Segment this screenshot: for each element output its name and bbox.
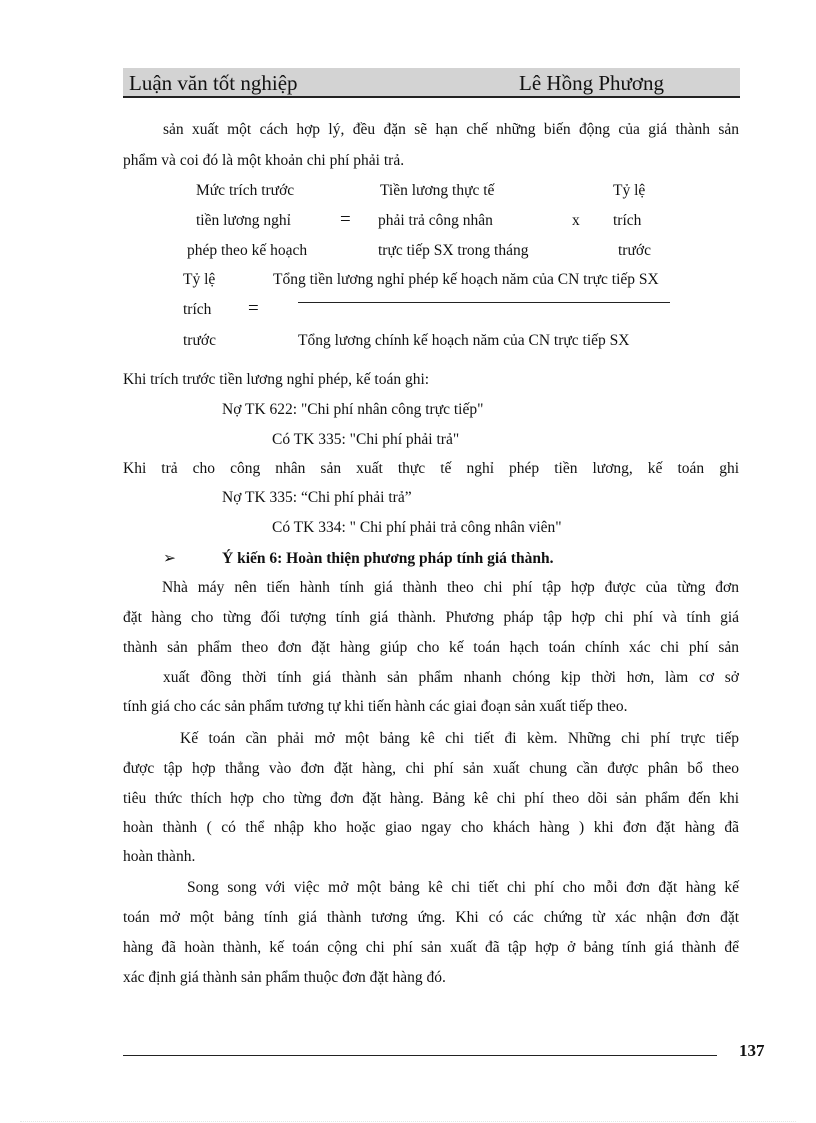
formula1-mid-1: Tiền lương thực tế (380, 182, 495, 199)
para1-line-5: tính giá cho các sản phẩm tương tự khi tiến hành các giai đoạn sản xuất tiếp theo. (123, 698, 628, 715)
formula1-rhs-1: Tỷ lệ (613, 182, 646, 199)
entry-intro-2: Khi trả cho công nhân sản xuất thực tế nghỉ phép tiền lương, kế toán ghi (123, 460, 739, 477)
page-number: 137 (739, 1041, 765, 1060)
bullet-arrow-icon: ➢ (163, 550, 176, 567)
formula1-times: x (572, 212, 580, 229)
formula1-lhs-2: tiền lương nghỉ (196, 212, 291, 229)
entry-credit-2: Có TK 334: " Chi phí phải trả công nhân viên" (272, 519, 562, 536)
para2-line-4: hoàn thành ( có thể nhập kho hoặc giao ngay cho khách hàng ) khi đơn đặt hàng đã (123, 819, 739, 836)
para1-line-3: thành sản phẩm theo đơn đặt hàng giúp cho kế toán hạch toán chính xác chi phí sản (123, 639, 739, 656)
formula2-lhs-2: trích (183, 301, 212, 318)
para2-line-1: Kế toán cần phải mở một bảng kê chi tiết đi kèm. Những chi phí trực tiếp (180, 730, 739, 747)
para1-line-2: đặt hàng cho từng đối tượng tính giá thành. Phương pháp tập hợp chi phí và tính giá (123, 609, 739, 626)
para3-line-3: hàng đã hoàn thành, kế toán cộng chi phí sản xuất đã tập hợp ở bảng tính giá thành để (123, 939, 739, 956)
formula2-lhs-3: trước (183, 332, 216, 349)
entry-intro-1: Khi trích trước tiền lương nghỉ phép, kế toán ghi: (123, 371, 430, 388)
formula1-lhs-3: phép theo kế hoạch (187, 242, 308, 259)
formula1-lhs-1: Mức trích trước (196, 182, 295, 199)
section-heading: Ý kiến 6: Hoàn thiện phương pháp tính giá thành. (222, 550, 554, 567)
entry-credit-1: Có TK 335: "Chi phí phải trả" (272, 431, 460, 448)
entry-debit-2: Nợ TK 335: “Chi phí phải trả” (222, 489, 412, 506)
para3-line-4: xác định giá thành sản phẩm thuộc đơn đặt hàng đó. (123, 969, 446, 986)
formula2-lhs-1: Tỷ lệ (183, 271, 216, 288)
formula1-rhs-2: trích (613, 212, 642, 229)
formula2-equals: = (248, 298, 259, 319)
formula1-mid-2: phải trả công nhân (378, 212, 493, 229)
para1-line-1: Nhà máy nên tiến hành tính giá thành theo chi phí tập hợp được của từng đơn (162, 579, 739, 596)
entry-debit-1: Nợ TK 622: "Chi phí nhân công trực tiếp" (222, 401, 484, 418)
formula1-mid-3: trực tiếp SX trong tháng (378, 242, 529, 259)
para1-line-4: xuất đồng thời tính giá thành sản phẩm nhanh chóng kịp thời hơn, làm cơ sở (163, 669, 739, 686)
formula1-equals: = (340, 209, 351, 230)
formula2-numerator: Tổng tiền lương nghỉ phép kế hoạch năm của CN trực tiếp SX (273, 271, 659, 288)
formula1-rhs-3: trước (618, 242, 651, 259)
para2-line-5: hoàn thành. (123, 848, 196, 865)
para3-line-2: toán mở một bảng tính giá thành tương ứng. Khi có các chứng từ xác nhận đơn đặt (123, 909, 739, 926)
intro-line-2: phẩm và coi đó là một khoản chi phí phải trả. (123, 152, 405, 169)
para2-line-2: được tập hợp thẳng vào đơn đặt hàng, chi phí sản xuất chung cần được phân bổ theo (123, 760, 739, 777)
header-title: Luận văn tốt nghiệp (129, 71, 298, 95)
bottom-divider (20, 1121, 796, 1122)
footer-rule (123, 1055, 717, 1056)
formula2-denominator: Tổng lương chính kế hoạch năm của CN trực tiếp SX (298, 332, 630, 349)
fraction-bar (298, 302, 670, 303)
para2-line-3: tiêu thức thích hợp cho từng đơn đặt hàng. Bảng kê chi phí theo dõi sản phẩm đến khi (123, 790, 739, 807)
intro-line-1: sản xuất một cách hợp lý, đều đặn sẽ hạn chế những biến động của giá thành sản (163, 121, 739, 138)
para3-line-1: Song song với việc mở một bảng kê chi tiết chi phí cho mỗi đơn đặt hàng kế (187, 879, 739, 896)
header-author: Lê Hồng Phương (519, 71, 664, 95)
